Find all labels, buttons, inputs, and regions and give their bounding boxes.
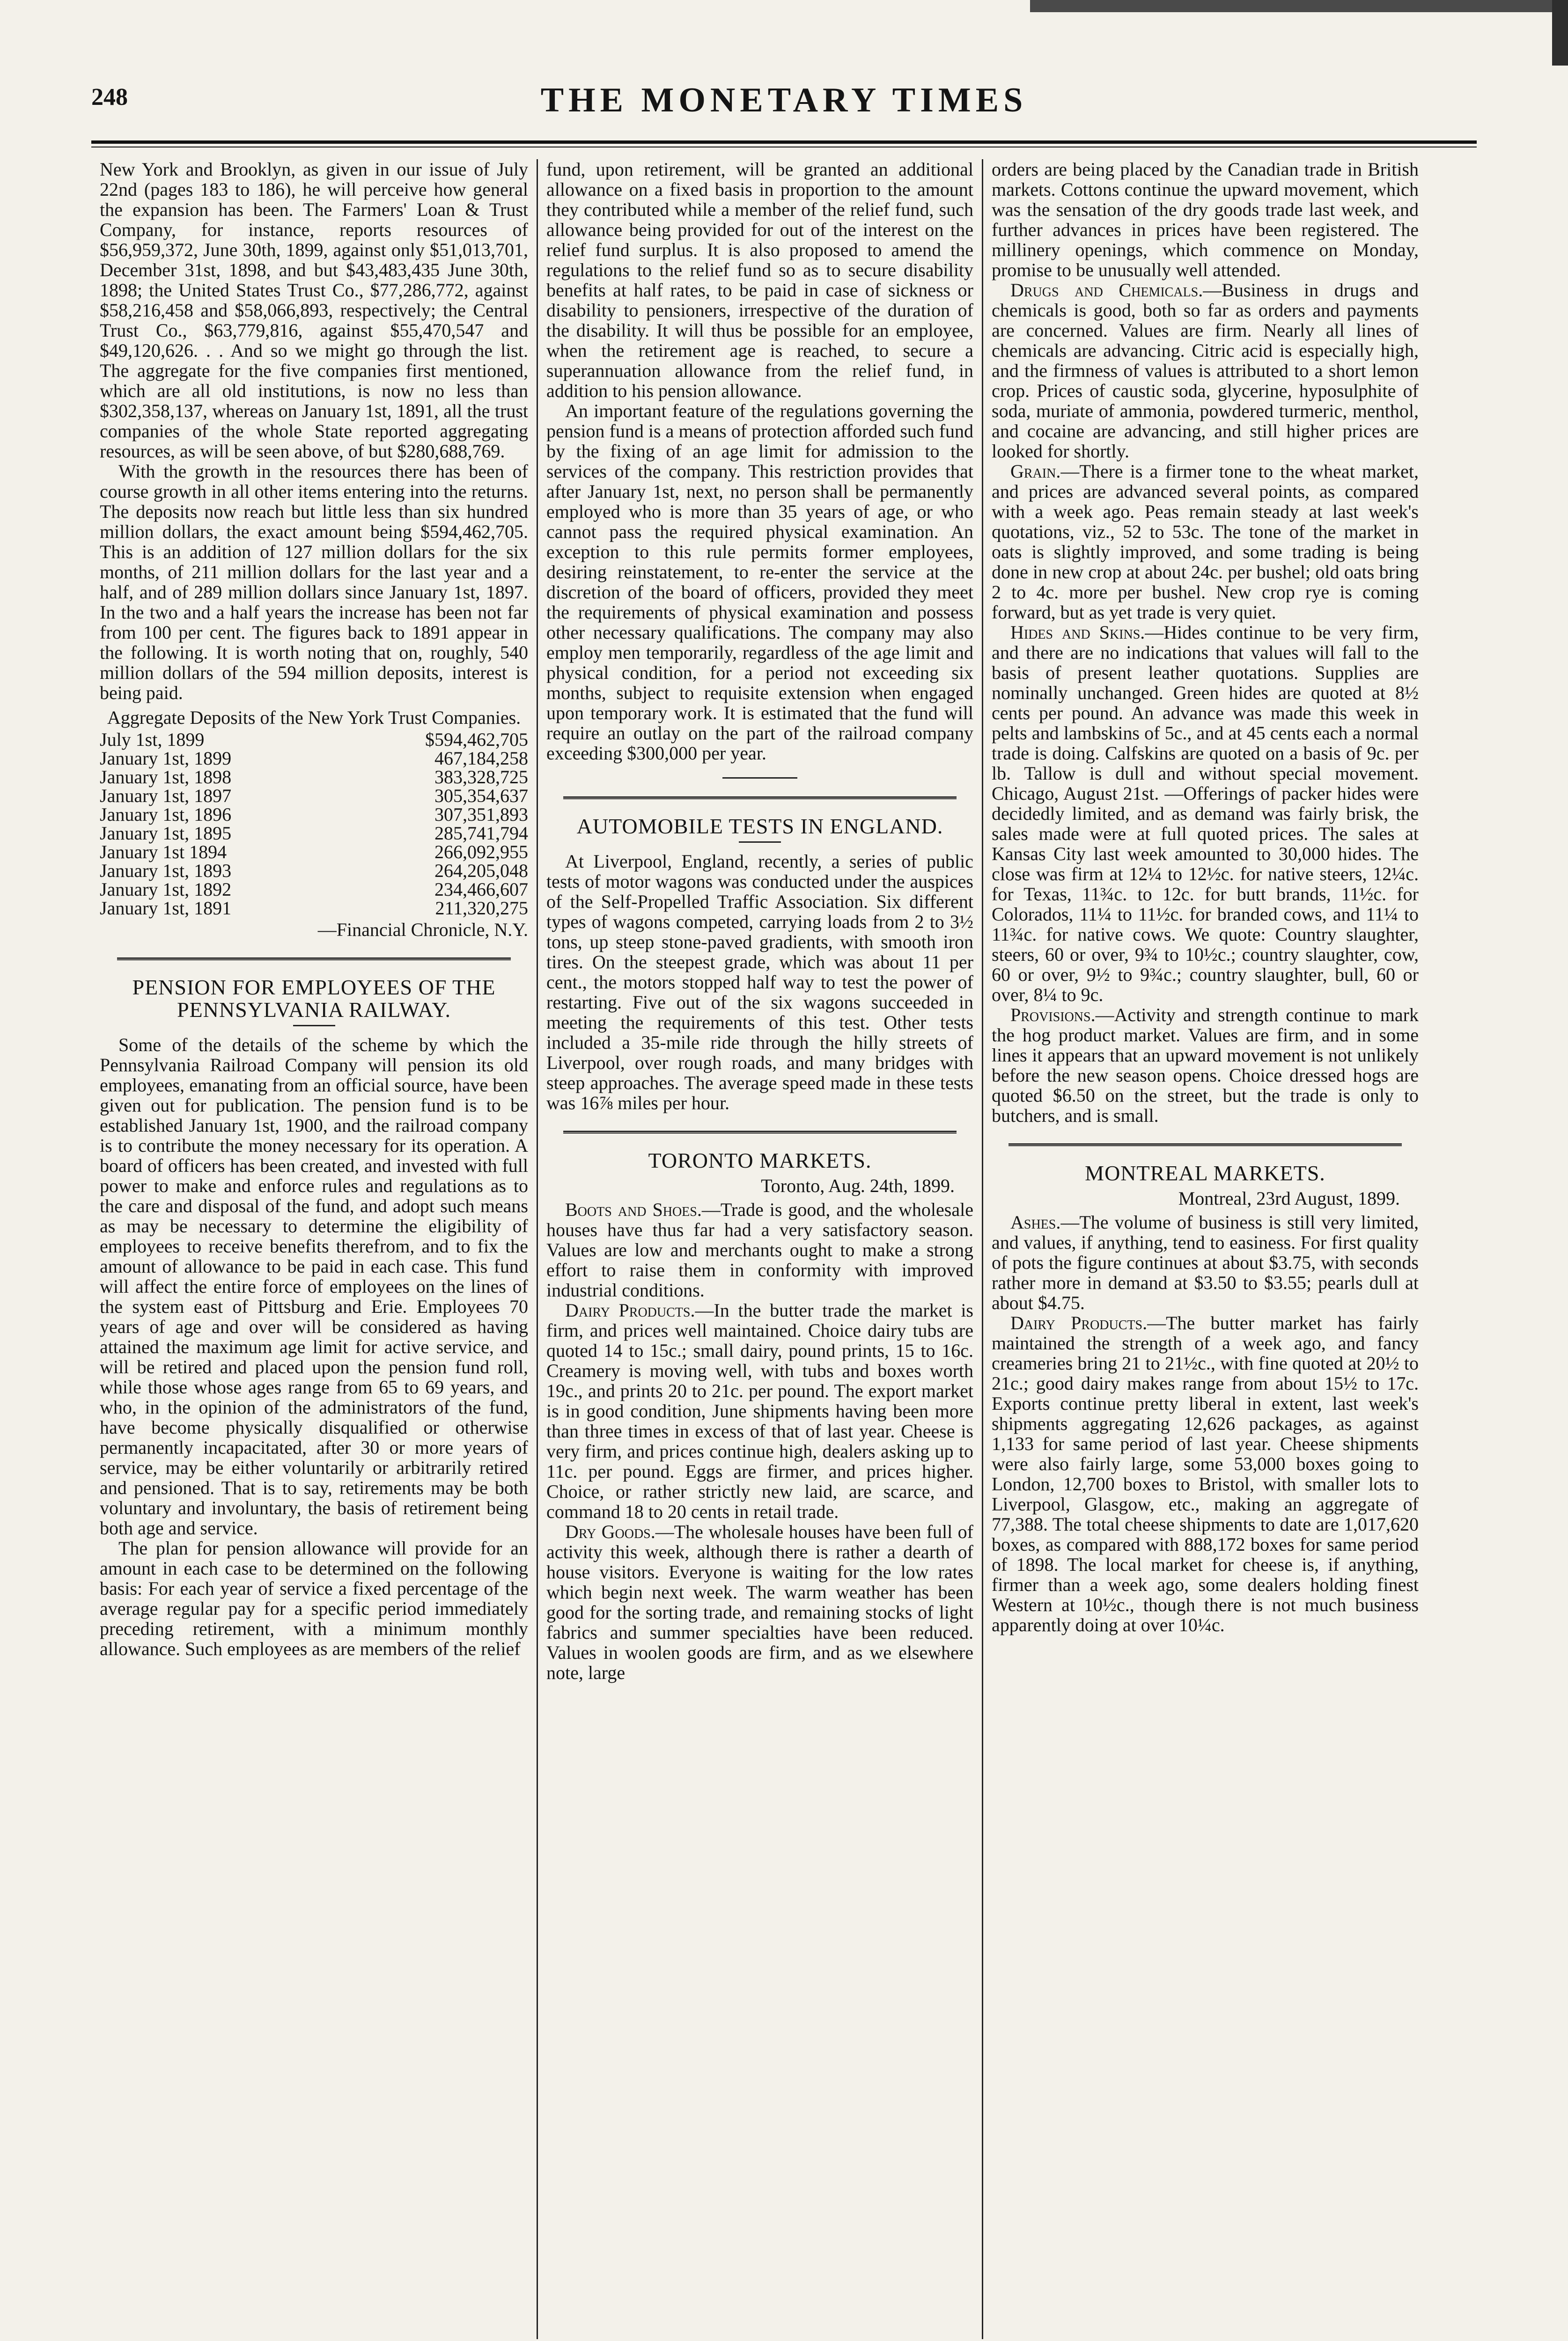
scan-edge-mark — [1552, 0, 1568, 66]
deposit-date: January 1st, 1892 — [100, 879, 232, 900]
market-label: Dairy Products. — [565, 1300, 695, 1321]
section-divider — [117, 957, 511, 960]
header-rule-thick — [91, 140, 1477, 144]
dateline: Montreal, 23rd August, 1899. — [1178, 1188, 1400, 1209]
section-divider — [563, 796, 956, 799]
deposit-amount: 383,328,725 — [434, 766, 528, 788]
deposit-amount: 264,205,048 — [434, 860, 528, 881]
deposit-amount: 305,354,637 — [434, 785, 528, 806]
market-label: Grain. — [1010, 461, 1061, 482]
market-label: Hides and Skins. — [1010, 622, 1145, 643]
market-text: —There is a firmer tone to the wheat market, and prices are advanced several points, as compared with a week ago. Peas remain steady at last week's quotations, viz., 52 to 53c. The tone of the market in oats is slightly improved, and some trading is being done in new crop at about 24c. per bushel; old oats bring 2 to 4c. more per bushel. New crop rye is coming forward, but as yet trade is very quiet. — [992, 461, 1419, 623]
masthead-title: THE MONETARY TIMES — [540, 81, 1028, 119]
paragraph: The plan for pension allowance will provide for an amount in each case to be determined on the following basis: For each year of service a fixed percentage of the average regular pay for a specific period immediately preceding retirement, with a minimum monthly allowance. Such employees as are members of the relief — [100, 1538, 528, 1659]
heading-underline — [739, 841, 781, 843]
table-row — [100, 899, 528, 918]
paragraph: fund, upon retirement, will be granted an additional allowance on a fixed basis in proportion to the amount they contributed while a member of the relief fund, such allowance being provided for out of the interest on the relief fund surplus. It is also proposed to amend the regulations to the relief fund so as to secure disability benefits at half rates, to be paid in case of sickness or disability to pensioners, irrespective of the duration of the disability. It will thus be possible for an employee, when the retirement age is reached, to secure a superannuation allowance from the relief fund, in addition to his pension allowance. — [546, 159, 973, 401]
column-2 — [537, 159, 982, 2339]
article-heading-automobile: AUTOMOBILE TESTS IN ENGLAND. — [576, 814, 943, 838]
market-text: —Activity and strength continue to mark the hog product market. Values are firm, and in some lines it appears that an upward movement is not unlikely before the new season opens. Choice dressed hogs are quoted $6.50 on the street, but the trade is only to butchers, and is small. — [992, 1004, 1419, 1126]
market-text: —The volume of business is still very limited, and values, if anything, tend to easiness. For first quality of pots the figure continues at about $3.75, with seconds rather more in demand at $3.50 to $3.55; pearls dull at about $4.75. — [992, 1212, 1419, 1313]
section-divider — [563, 1131, 956, 1134]
deposit-date: January 1st, 1893 — [100, 860, 232, 881]
market-text: —Trade is good, and the wholesale houses have thus far had a very satisfactory season. Values are low and merchants ought to make a strong effort to raise them in conformity with improved industrial conditions. — [546, 1199, 973, 1301]
column-3 — [982, 159, 1427, 2339]
paragraph: New York and Brooklyn, as given in our issue of July 22nd (pages 183 to 186), he will perceive how general the expansion has been. The Farmers' Loan & Trust Company, for instance, reports resources of $56,959,372, June 30th, 1899, against only $51,013,701, December 31st, 1898, and but $43,483,435 June 30th, 1898; the United States Trust Co., $77,286,772, against $58,216,458 and $58,066,893, respectively; the Central Trust Co., $63,779,816, against $55,470,547 and $49,120,626. . . And so we might go through the list. The aggregate for the five companies first mentioned, which are all old institutions, is now no less than $302,358,137, whereas on January 1st, 1891, all the trust companies of the whole State reported aggregating resources, as will be seen above, of but $280,688,769. — [100, 159, 528, 462]
table-row — [100, 843, 528, 861]
market-text: —The wholesale houses have been full of activity this week, although there is rather a dearth of house visitors. Everyone is waiting for the low rates which begin next week. The warm weather has been good for the sorting trade, and remaining stocks of light fabrics and summer specialties have been reduced. Values in woolen goods are firm, and as we elsewhere note, large — [546, 1521, 973, 1683]
paragraph: With the growth in the resources there has been of course growth in all other items entering into the returns. The deposits now reach but little less than six hundred million dollars, the exact amount being $594,462,705. This is an addition of 127 million dollars for the six months, of 211 million dollars for the last year and a half, and of 289 million dollars since January 1st, 1897. In the two and a half years the increase has been not far from 100 per cent. The figures back to 1891 appear in the following. It is worth noting that on, roughly, 540 million dollars of the 594 million deposits, interest is being paid. — [100, 461, 528, 703]
deposit-date: July 1st, 1899 — [100, 729, 205, 750]
market-label: Dairy Products. — [1010, 1312, 1148, 1333]
article-heading-pension: PENSION FOR EMPLOYEES OF THE PENNSYLVANIA RAILWAY. — [132, 975, 496, 1022]
market-label: Drugs and Chemicals. — [1010, 280, 1203, 301]
column-1 — [91, 159, 537, 2339]
table-row — [100, 880, 528, 899]
deposit-date: January 1st, 1898 — [100, 766, 232, 788]
table-row — [100, 768, 528, 787]
market-text: —Hides continue to be very firm, and there are no indications that values will fall to the basis of present leather quotations. Supplies are nominally unchanged. Green hides are quoted at 8½ cents per pound. An advance was made this week in pelts and lambskins of 5c., and at 45 cents each a normal trade is doing. Calfskins are quoted on a basis of 9c. per lb. Tallow is dull and without special movement. Chicago, August 21st. —Offerings of packer hides were decidedly limited, and as demand was fairly brisk, the sales made were at full quoted prices. The sales at Kansas City last week amounted to 30,000 hides. The close was firm at 12¼ to 12½c. for native steers, 12¼c. for Texas, 11¾c. to 12c. for butt brands, 11½c. for Colorados, 11¼ to 11½c. for branded cows, and 11¼ to 11¾c. for native cows. We quote: Country slaughter, steers, 60 or over, 9¾ to 10½c.; country slaughter, cow, 60 or over, 9½ to 9¾c.; country slaughter, bull, 60 or over, 8¼ to 9c. — [992, 622, 1419, 1005]
dateline: Toronto, Aug. 24th, 1899. — [761, 1175, 955, 1196]
section-divider — [1009, 1143, 1401, 1146]
deposit-date: January 1st, 1891 — [100, 898, 232, 919]
heading-underline — [293, 1025, 335, 1026]
market-label: Dry Goods. — [565, 1521, 655, 1542]
deposit-date: January 1st 1894 — [100, 841, 227, 862]
market-text: —Business in drugs and chemicals is good, both so far as orders and payments are concerned. Values are firm. Nearly all lines of chemicals are advancing. Citric acid is especially high, and the firmness of values is attributed to a short lemon crop. Prices of caustic soda, glycerine, hyposulphite of soda, muriate of ammonia, powdered turmeric, menthol, and cocaine are advancing, and still higher prices are looked for shortly. — [992, 280, 1419, 462]
scan-edge-bar — [1030, 0, 1568, 12]
table-row — [100, 749, 528, 768]
table-row — [100, 861, 528, 880]
table-row — [100, 824, 528, 843]
deposit-amount: 211,320,275 — [435, 898, 528, 919]
table-row — [100, 730, 528, 749]
deposit-amount: 234,466,607 — [434, 879, 528, 900]
deposit-date: January 1st, 1897 — [100, 785, 232, 806]
deposit-amount: 467,184,258 — [434, 748, 528, 769]
article-heading-toronto: TORONTO MARKETS. — [648, 1148, 872, 1172]
deposit-amount: $594,462,705 — [425, 729, 528, 750]
deposit-date: January 1st, 1896 — [100, 804, 232, 825]
deposit-date: January 1st, 1895 — [100, 823, 232, 844]
paragraph: An important feature of the regulations governing the pension fund is a means of protection afforded such fund by the fixing of an age limit for admission to the services of the company. This restriction provides that after January 1st, next, no person shall be permanently employed who is more than 35 years of age, or who cannot pass the required physical examination. An exception to this rule permits former employees, desiring reinstatement, to re-enter the service at the discretion of the board of officers, provided they meet the requirements of physical examination and possess other necessary qualifications. The company may also employ men temporarily, regardless of the age limit and physical condition, for a period not exceeding six months, subject to requisite extension when engaged upon temporary work. It is estimated that the fund will require an outlay on the part of the railroad company exceeding $300,000 per year. — [546, 400, 973, 764]
market-label: Ashes. — [1010, 1212, 1061, 1233]
table-row — [100, 805, 528, 824]
article-heading-montreal: MONTREAL MARKETS. — [1085, 1161, 1325, 1185]
market-label: Provisions. — [1010, 1004, 1096, 1025]
paragraph: orders are being placed by the Canadian trade in British markets. Cottons continue the upward movement, which was the sensation of the dry goods trade last week, and further advances in prices have been registered. The millinery openings, which commence on Monday, promise to be unusually well attended. — [992, 159, 1419, 280]
deposits-table-title: Aggregate Deposits of the New York Trust Companies. — [107, 707, 521, 728]
deposit-amount: 307,351,893 — [434, 804, 528, 825]
deposit-date: January 1st, 1899 — [100, 748, 232, 769]
deposit-amount: 266,092,955 — [434, 841, 528, 862]
page-number: 248 — [91, 84, 128, 110]
market-text: —In the butter trade the market is firm, and prices well maintained. Choice dairy tubs are quoted 14 to 15c.; small dairy, pound prints, 15 to 16c. Creamery is moving well, with tubs and boxes worth 19c., and prints 20 to 21c. per pound. The export market is in good condition, June shipments having been more than three times in excess of that of last year. Cheese is very firm, and prices continue high, dealers asking up to 11c. per pound. Eggs are firmer, and prices higher. Choice, or rather strictly new laid, are scarce, and command 18 to 20 cents in retail trade. — [546, 1300, 973, 1522]
paragraph: Some of the details of the scheme by which the Pennsylvania Railroad Company will pension its old employees, emanating from an official source, have been given out for publication. The pension fund is to be established January 1st, 1900, and the railroad company is to contribute the money necessary for its operation. A board of officers has been created, and invested with full power to make and enforce rules and regulations as to the care and disposal of the fund, and adopt such means as may be necessary to determine the eligibility of employees to receive benefits therefrom, and to fix the amount of allowance to be paid in each case. This fund will affect the entire force of employees on the lines of the system east of Pittsburg and Erie. Employees 70 years of age and over will be considered as having attained the maximum age limit for active service, and will be retired and placed upon the pension fund roll, while those whose ages range from 65 to 69 years, and who, in the opinion of the administrators of the fund, have become physically disqualified or otherwise permanently incapacitated, after 30 or more years of service, may be either voluntarily or arbitrarily retired and pensioned. That is to say, retirements may be both voluntary and involuntary, the basis of retirement being both age and service. — [100, 1034, 528, 1539]
market-label: Boots and Shoes. — [565, 1199, 702, 1220]
article-end-mark — [722, 777, 797, 779]
paragraph: At Liverpool, England, recently, a series of public tests of motor wagons was conducted under the auspices of the Self-Propelled Traffic Association. Six different types of wagons competed, carrying loads from 2 to 3½ tons, up steep stone-paved gradients, with smooth iron tires. On the steepest grade, which was about 11 per cent., the motors stopped half way to test the power of restarting. Five out of the six wagons succeeded in meeting the requirements of this test. Other tests included a 35-mile ride through the hilly streets of Liverpool, over rough roads, and many bridges with steep approaches. The average speed made in these tests was 16⅞ miles per hour. — [546, 851, 973, 1113]
deposits-table — [100, 730, 528, 918]
source-credit: —Financial Chronicle, N.Y. — [317, 919, 528, 940]
market-text: —The butter market has fairly maintained the strength of a week ago, and fancy creameries bring 21 to 21½c., with fine quoted at 20½ to 21c.; good dairy makes range from about 15½ to 17c. Exports continue pretty liberal in extent, last week's shipments aggregating 12,626 packages, as against 1,133 for same period of last year. Cheese shipments were also fairly large, some 53,000 boxes going to London, 12,700 boxes to Bristol, with smaller lots to Liverpool, Glasgow, etc., making an aggregate of 77,388. The total cheese shipments to date are 1,017,620 boxes, as compared with 888,172 boxes for same period of 1898. The local market for cheese is, if anything, firmer than a week ago, some dealers holding finest Western at 10½c., though there is not much business apparently doing at over 10¼c. — [992, 1312, 1419, 1635]
deposit-amount: 285,741,794 — [434, 823, 528, 844]
page-header — [91, 81, 1477, 132]
table-row — [100, 787, 528, 805]
article-columns — [91, 159, 1477, 2339]
